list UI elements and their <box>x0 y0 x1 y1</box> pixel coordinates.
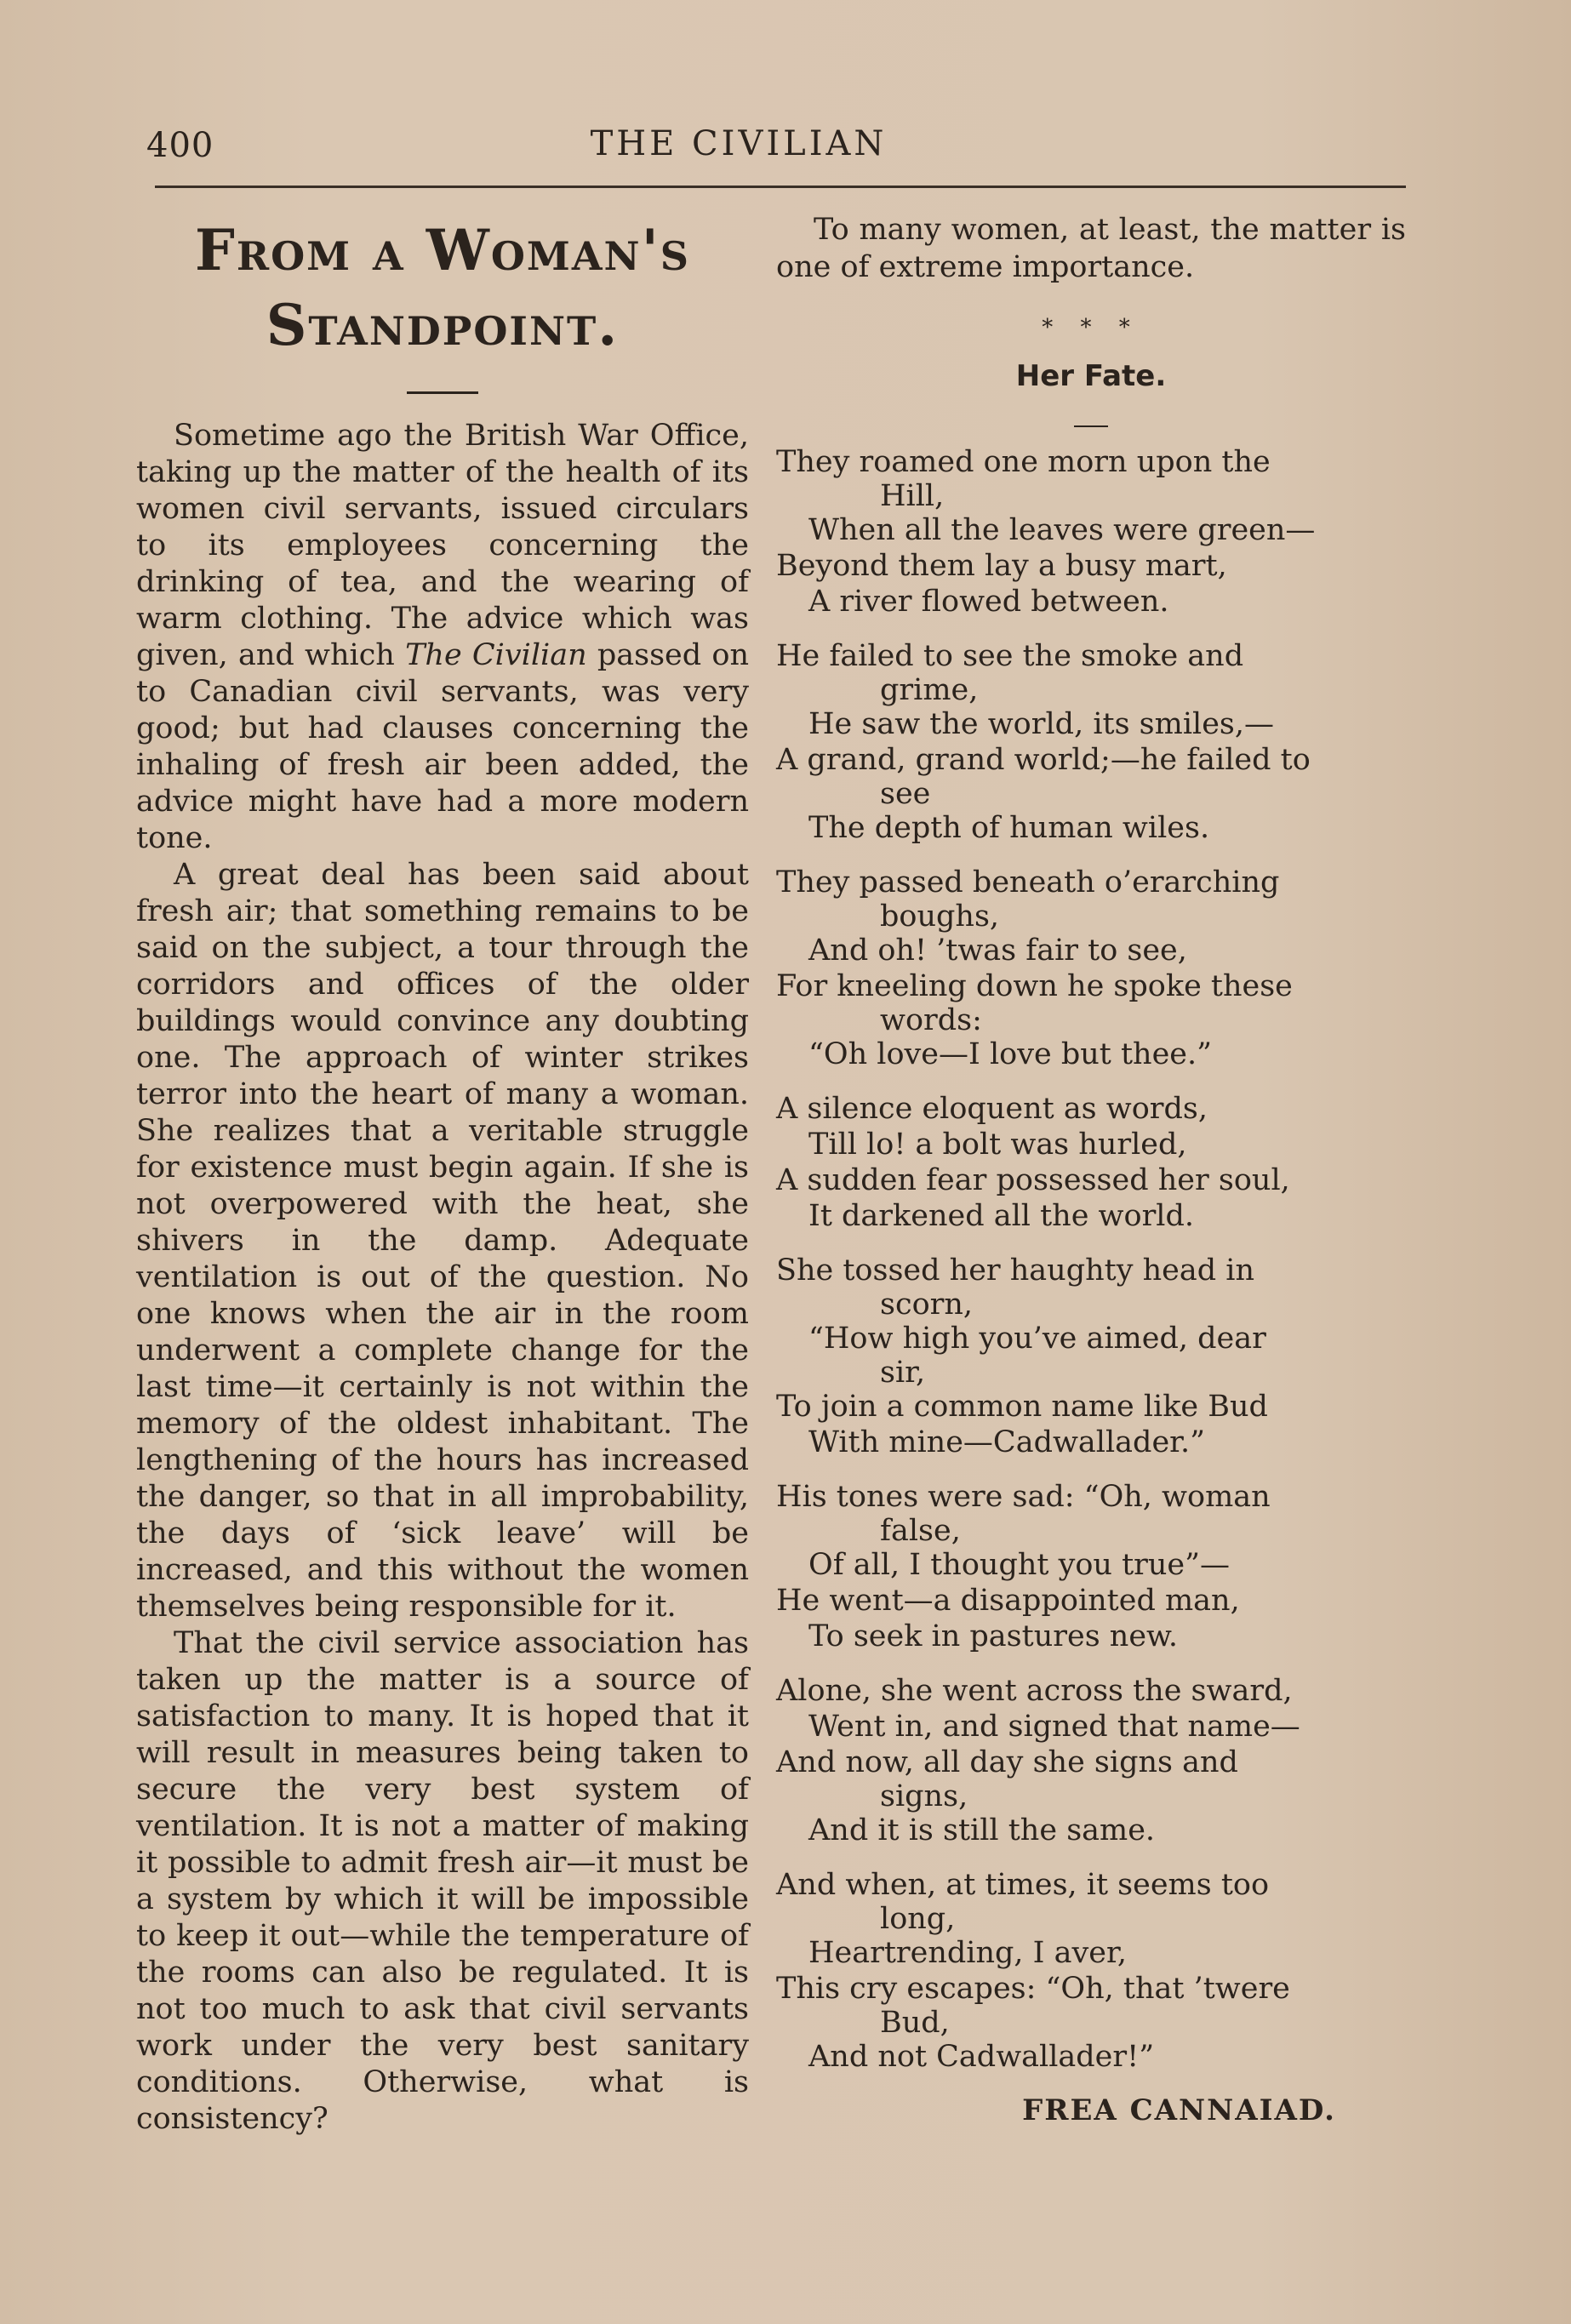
poem-line: scorn, <box>880 1288 974 1322</box>
article-paragraph-4: To many women, at least, the matter is one of extreme importance. <box>776 213 1406 284</box>
poem-line: A silence eloquent as words, <box>776 1092 1208 1126</box>
poem-line: see <box>880 777 931 811</box>
poem-line: To join a common name like Bud <box>776 1390 1268 1424</box>
article-title <box>136 213 749 363</box>
poem-line: Beyond them lay a busy mart, <box>776 549 1227 583</box>
poem-line: Till lo! a bolt was hurled, <box>808 1128 1187 1162</box>
poem-line: She tossed her haughty head in <box>776 1253 1255 1288</box>
poem-line: And now, all day she signs and <box>776 1745 1238 1779</box>
right-column <box>776 211 1406 2127</box>
poem-line: A river flowed between. <box>808 585 1169 619</box>
poem-line: Heartrending, I aver, <box>808 1936 1127 1970</box>
poem-line: Hill, <box>880 479 945 513</box>
page-number: 400 <box>146 126 214 165</box>
poem-line: false, <box>880 1514 961 1548</box>
poem-line: And not Cadwallader!” <box>808 2040 1155 2074</box>
poem-line: And oh! ’twas fair to see, <box>808 934 1187 968</box>
poem-line: sir, <box>880 1356 926 1390</box>
poem-stanza <box>776 1253 1406 1460</box>
poem-stanza <box>776 1091 1406 1234</box>
poem-stanza <box>776 1673 1406 1848</box>
poem-stanza <box>776 638 1406 846</box>
poem-stanza <box>776 1479 1406 1654</box>
poem-line: They passed beneath o’erarching <box>776 865 1280 899</box>
header-rule <box>155 186 1406 188</box>
poem-title: Her Fate. <box>1015 359 1167 393</box>
article-paragraph-3: That the civil service association has taken up the matter is a source of satisfaction to many. It is hoped that it will result in measures being taken to secure the very best system of ventilation. It is not a matter of making it possible to admit fresh air—it must be a system by which it will be impossible to keep it out—while the temperature of the rooms can also be regulated. It is not too much to ask that civil servants work under the very best sanitary conditions. Otherwise, what is consistency? <box>136 1626 749 2136</box>
poem-rule <box>1074 425 1108 427</box>
left-column <box>136 213 749 2138</box>
poem-line: He failed to see the smoke and <box>776 639 1244 673</box>
poem-line: words: <box>880 1003 982 1037</box>
poem-line: A grand, grand world;—he failed to <box>776 743 1311 777</box>
journal-title: THE CIVILIAN <box>590 124 888 163</box>
poem-line: long, <box>880 1902 956 1936</box>
article-title-line2: Standpoint. <box>266 292 620 358</box>
article-paragraph-1: Sometime ago the British War Office, taking up the matter of the health of its women civil servants, issued circulars to its employees concerning the drinking of tea, and the wearing of warm clothing. The advice which was given, and which The Civilian passed on to Canadian civil servants, was very good; but had clauses concerning the inhaling of fresh air been added, the advice might have had a more modern tone. <box>136 419 749 855</box>
poem-stanza <box>776 865 1406 1072</box>
poem-line: Of all, I thought you true”— <box>808 1548 1231 1582</box>
poem-line: With mine—Cadwallader.” <box>808 1425 1206 1459</box>
poem-line: Alone, she went across the sward, <box>776 1674 1293 1708</box>
poem-line: His tones were sad: “Oh, woman <box>776 1480 1271 1514</box>
poem-line: “How high you’ve aimed, dear <box>808 1322 1266 1356</box>
publication-name: The Civilian <box>405 638 587 672</box>
poem-line: boughs, <box>880 899 1000 934</box>
poem-line: For kneeling down he spoke these <box>776 969 1293 1003</box>
article-body <box>136 418 749 2138</box>
section-separator: * * * <box>1042 315 1140 340</box>
poem-line: “Oh love—I love but thee.” <box>808 1037 1213 1071</box>
poem-line: The depth of human wiles. <box>808 811 1210 845</box>
poem-stanza <box>776 444 1406 620</box>
poem-line: It darkened all the world. <box>808 1199 1195 1233</box>
poem-line: They roamed one morn upon the <box>776 445 1271 479</box>
poem-signature: FREA CANNAIAD. <box>1022 2093 1336 2127</box>
poem-line: And when, at times, it seems too <box>776 1868 1270 1902</box>
poem-line: Went in, and signed that name— <box>808 1710 1300 1744</box>
poem-stanza <box>776 1867 1406 2075</box>
poem-line: signs, <box>880 1779 968 1813</box>
poem-line: This cry escapes: “Oh, that ’twere <box>776 1972 1290 2006</box>
poem-line: To seek in pastures new. <box>808 1619 1178 1653</box>
poem-line: When all the leaves were green— <box>808 513 1316 547</box>
title-rule <box>407 391 478 394</box>
article-title-line1: From a Woman's <box>195 217 690 283</box>
poem-line: He went—a disappointed man, <box>776 1584 1240 1618</box>
poem-body <box>776 444 1406 2075</box>
poem-line: And it is still the same. <box>808 1813 1156 1847</box>
poem-line: A sudden fear possessed her soul, <box>776 1163 1290 1197</box>
poem-line: He saw the world, its smiles,— <box>808 707 1275 741</box>
article-paragraph-2: A great deal has been said about fresh air; that something remains to be said on the subject, a tour through the corridors and offices of the older buildings would convince any doubting one. The approach of winter strikes terror into the heart of many a woman. She realizes that a veritable struggle for existence must begin again. If she is not overpowered with the heat, she shivers in the damp. Adequate ventilation is out of the question. No one knows when the air in the room underwent a complete change for the last time—it certainly is not within the memory of the oldest inhabitant. The lengthening of the hours has increased the danger, so that in all improbability, the days of ‘sick leave’ will be increased, and this without the women themselves being responsible for it. <box>136 858 749 1624</box>
poem-line: grime, <box>880 673 979 707</box>
poem-line: Bud, <box>880 2006 950 2040</box>
